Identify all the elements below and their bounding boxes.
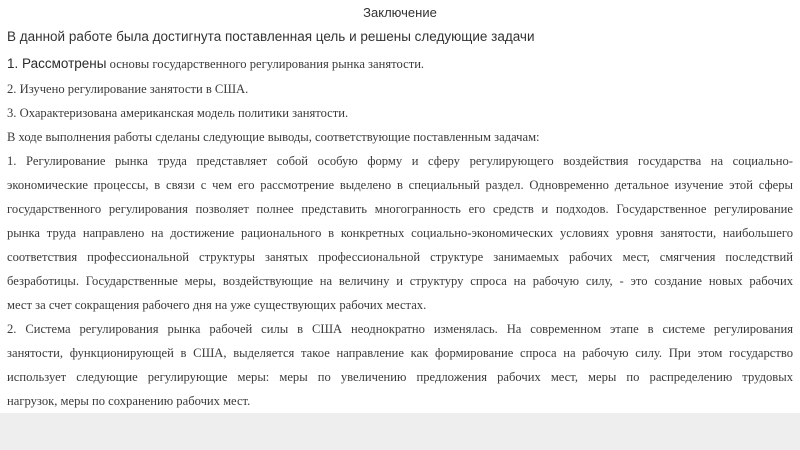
para2-line: 2. Система регулирования рынка рабочей силы в США неоднократно изменялась. На современном этапе в системе регулирования [7, 322, 793, 336]
task-1 [7, 55, 424, 73]
para1-line: государственного регулирования позволяет полнее представить многогранность его средств и подходов. Государственное регулирование [7, 202, 793, 216]
task-1-text: основы государственного регулирования рынка занятости. [106, 57, 425, 71]
task-2: 2. Изучено регулирование занятости в США. [7, 82, 249, 96]
para1-line: рынка труда направлено на достижение рационального в конкретных социально-экономических условиях уровня занятости, наибольшего [7, 226, 793, 240]
para1-line: экономические процессы, в связи с чем его рассмотрение выделено в специальный раздел. Одновременно детальное изучение этой сферы [7, 178, 793, 192]
para1-line: соответствия профессиональной структуры занятых профессиональной структуре занимаемых рабочих мест, смягчения последствий [7, 250, 793, 264]
para2-line: нагрузок, меры по сохранению рабочих мест. [7, 394, 251, 408]
slide-title: Заключение [363, 5, 437, 20]
intro-line: В данной работе была достигнута поставленная цель и решены следующие задачи [7, 29, 535, 44]
para2-line: занятости, функционирующей в США, выделяется такое направление как формирование спроса на рабочую силу. При этом государство [7, 346, 793, 360]
para1-line: 1. Регулирование рынка труда представляет собой особую форму и сферу регулирующего воздействия государства на социально- [7, 154, 793, 168]
task-3: 3. Охарактеризована американская модель политики занятости. [7, 106, 349, 120]
para2-line: использует следующие регулирующие меры: меры по увеличению предложения рабочих мест, меры по распределению трудовых [7, 370, 793, 384]
conclusions-heading: В ходе выполнения работы сделаны следующие выводы, соответствующие поставленным задачам: [7, 130, 540, 144]
task-1-prefix: 1. Рассмотрены [7, 56, 107, 71]
para1-line: безработицы. Государственные меры, воздействующие на величину и структуру спроса на рабочую силу, - это создание новых рабочих [7, 274, 793, 288]
para1-line: мест за счет сокращения рабочего дня на уже существующих рабочих местах. [7, 298, 427, 312]
